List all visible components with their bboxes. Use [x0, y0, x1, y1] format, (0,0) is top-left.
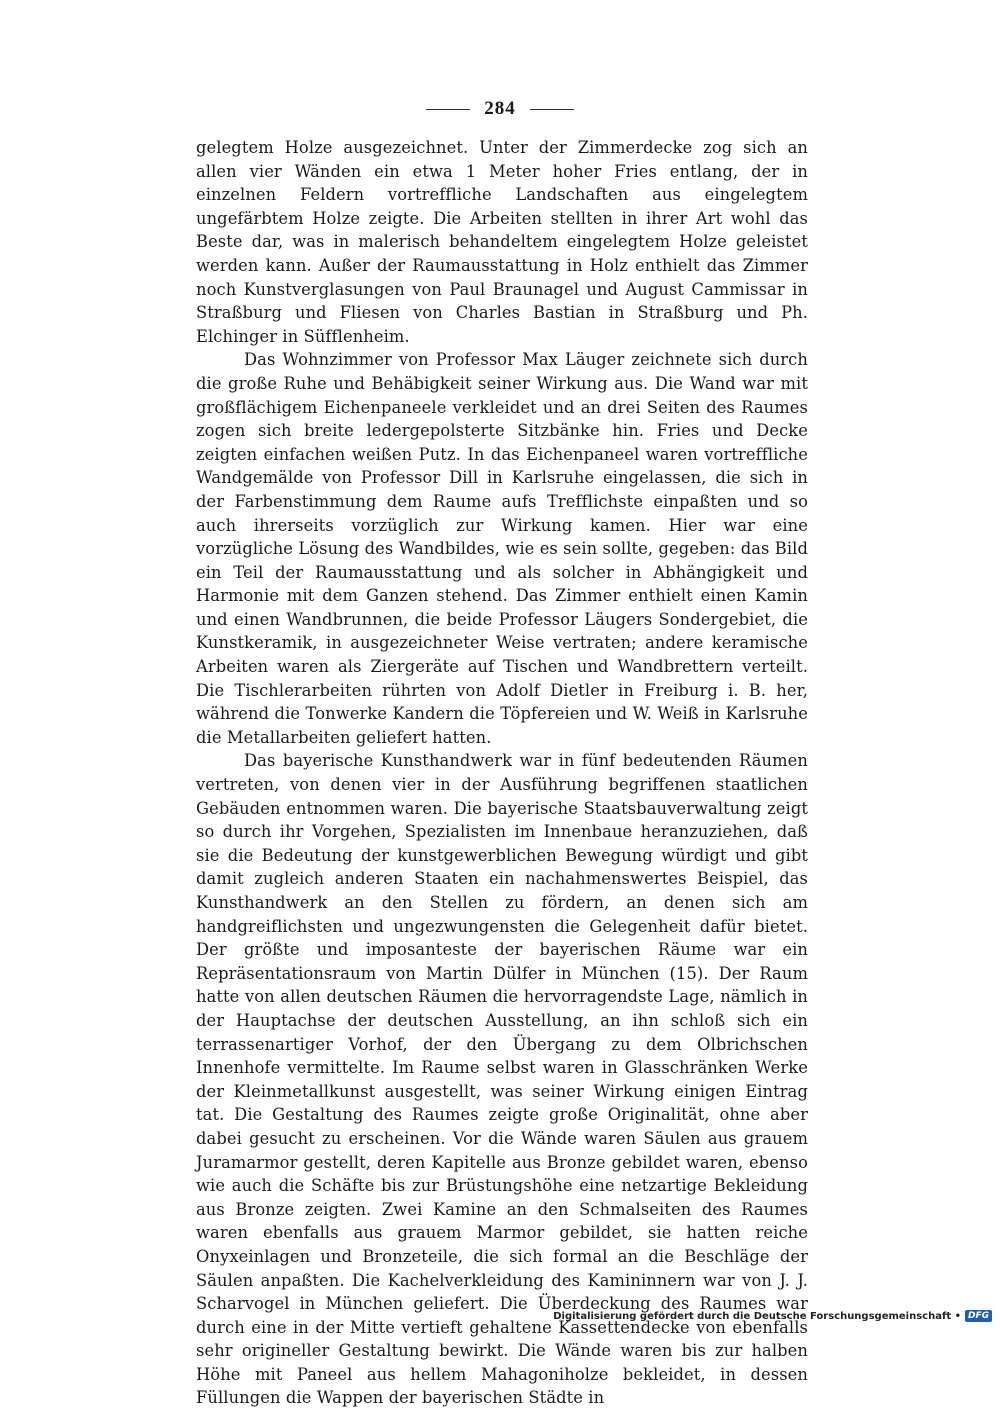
dfg-logo-icon: DFG: [965, 1310, 992, 1322]
paragraph-3: Das bayerische Kunsthandwerk war in fünf bedeutenden Räumen vertreten, von denen vier in der Ausführung begriffenen staatlichen Gebäuden entnommen waren. Die bayerische Staatsbauverwaltung zeigt so durch ihr Vorgehen, Spezialisten im Innenbaue heranzuziehen, daß sie die Bedeutung der kunstgewerblichen Bewegung würdigt und gibt damit zugleich anderen Staaten ein nachahmenswertes Beispiel, das Kunsthandwerk an den Stellen zu fördern, an denen sich am handgreiflichsten und ungezwungensten die Gelegenheit dafür bietet. Der größte und imposanteste der bayerischen Räume war ein Repräsentationsraum von Martin Dülfer in München (15). Der Raum hatte von allen deutschen Räumen die hervorragendste Lage, nämlich in der Hauptachse der deutschen Ausstellung, an ihn schloß sich ein terrassenartiger Vorhof, der den Übergang zu dem Olbrichschen Innenhofe vermittelte. Im Raume selbst waren in Glasschränken Werke der Kleinmetallkunst ausgestellt, was seiner Wirkung einigen Eintrag tat. Die Gestaltung des Raumes zeigte große Originalität, ohne aber dabei gesucht zu erscheinen. Vor die Wände waren Säulen aus grauem Juramarmor gestellt, deren Kapitelle aus Bronze gebildet waren, ebenso wie auch die Schäfte bis zur Brüstungshöhe eine netzartige Bekleidung aus Bronze zeigten. Zwei Kamine an den Schmalseiten des Raumes waren ebenfalls aus grauem Marmor gebildet, sie hatten reiche Onyxeinlagen und Bronzeteile, die sich formal an die Beschläge der Säulen anpaßten. Die Kachelverkleidung des Kamininnern war von J. J. Scharvogel in München geliefert. Die Überdeckung des Raumes war durch eine in der Mitte vertieft gehaltene Kassettendecke von ebenfalls sehr origineller Gestaltung bewirkt. Die Wände waren bis zur halben Höhe mit Paneel aus hellem Mahagoniholze bekleidet, in dessen Füllungen die Wappen der bayerischen Städte in: [196, 751, 808, 1408]
body-text: [196, 136, 808, 1410]
paragraph-2: Das Wohnzimmer von Professor Max Läuger zeichnete sich durch die große Ruhe und Behäbigkeit seiner Wirkung aus. Die Wand war mit großflächigem Eichenpaneele verkleidet und an drei Seiten des Raumes zogen sich breite ledergepolsterte Sitzbänke hin. Fries und Decke zeigten einfachen weißen Putz. In das Eichenpaneel waren vortreffliche Wandgemälde von Professor Dill in Karlsruhe eingelassen, die sich in der Farbenstimmung dem Raume aufs Trefflichste einpaßten und so auch ihrerseits vorzüglich zur Wirkung kamen. Hier war eine vorzügliche Lösung des Wandbildes, wie es sein sollte, gegeben: das Bild ein Teil der Raumausstattung und als solcher in Abhängigkeit und Harmonie mit dem Ganzen stehend. Das Zimmer enthielt einen Kamin und einen Wandbrunnen, die beide Professor Läugers Sondergebiet, die Kunstkeramik, in ausgezeichneter Weise vertraten; andere keramische Arbeiten waren als Ziergeräte auf Tischen und Wandbrettern verteilt. Die Tischlerarbeiten rührten von Adolf Dietler in Freiburg i. B. her, während die Tonwerke Kandern die Töpfereien und W. Weiß in Karlsruhe die Metallarbeiten geliefert hatten.: [196, 350, 808, 747]
header-rule-right: [530, 109, 574, 110]
page-header: [0, 98, 1000, 120]
digitization-credit: [553, 1310, 992, 1322]
header-rule-left: [426, 109, 470, 110]
page-number: 284: [484, 98, 516, 119]
paragraph-1: gelegtem Holze ausgezeichnet. Unter der Zimmerdecke zog sich an allen vier Wänden ein etwa 1 Meter hoher Fries entlang, der in einzelnen Feldern vortreffliche Landschaften aus eingelegtem ungefärbtem Holze zeigte. Die Arbeiten stellten in ihrer Art wohl das Beste dar, was in malerisch behandeltem eingelegtem Holze geleistet werden kann. Außer der Raumausstattung in Holz enthielt das Zimmer noch Kunstverglasungen von Paul Braunagel und August Cammissar in Straßburg und Fliesen von Charles Bastian in Straßburg und Ph. Elchinger in Süfflenheim.: [196, 138, 808, 346]
credit-text: Digitalisierung gefördert durch die Deutsche Forschungsgemeinschaft •: [553, 1310, 961, 1322]
